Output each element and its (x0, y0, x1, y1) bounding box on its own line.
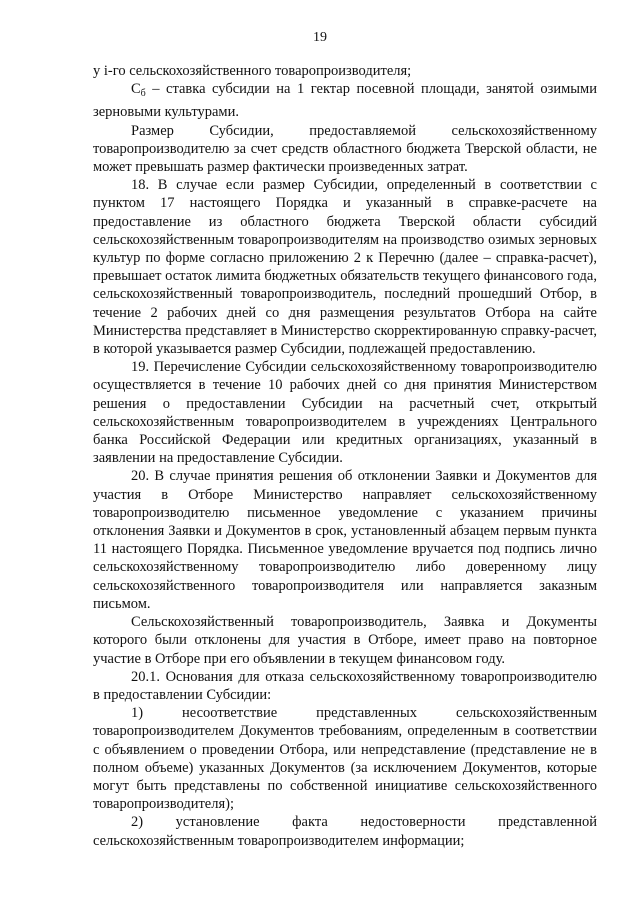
document-body (93, 62, 597, 850)
paragraph-item-18: 18. В случае если размер Субсидии, определенный в соответствии с пунктом 17 настоящего Порядка и указанный в справке-расчете на предоставление из областного бюджета Тверской области субсидий сельскохозяйственным товаропроизводителям на производство озимых зерновых культур по форме согласно приложению 2 к Перечню (далее – справка-расчет), превышает остаток лимита бюджетных обязательств текущего финансового года, сельскохозяйственный товаропроизводитель, последний прошедший Отбор, в течение 2 рабочих дней со дня размещения результатов Отбора на сайте Министерства представляет в Министерство скорректированную справку-расчет, в которой указывается размер Субсидии, подлежащей предоставлению. (93, 177, 597, 358)
paragraph-subitem-1: 1) несоответствие представленных сельскохозяйственным товаропроизводителем Документов требованиям, определенным в соответствии с объявлением о проведении Отбора, или непредставление (представление не в полном объеме) указанных Документов (за исключением Документов, которые могут быть представлены по собственной инициативе сельскохозяйственного товаропроизводителя); (93, 705, 597, 813)
paragraph: у i-го сельскохозяйственного товаропроизводителя; (93, 63, 412, 79)
paragraph-rate-definition (93, 80, 597, 121)
paragraph: Размер Субсидии, предоставляемой сельскохозяйственному товаропроизводителю за счет средств областного бюджета Тверской области, не может превышать размер фактически произведенных затрат. (93, 122, 597, 176)
page-number: 19 (313, 30, 327, 45)
paragraph-item-20: 20. В случае принятия решения об отклонении Заявки и Документов для участия в Отборе Министерство направляет сельскохозяйственному товаропроизводителю письменное уведомление с указанием причины отклонения Заявки и Документов в срок, установленный абзацем первым пункта 11 настоящего Порядка. Письменное уведомление вручается под подпись лично сельскохозяйственному товаропроизводителю либо доверенному лицу сельскохозяйственного товаропроизводителя или направляется заказным письмом. (93, 468, 597, 612)
rate-symbol: С (131, 81, 141, 98)
paragraph: Сельскохозяйственный товаропроизводитель, Заявка и Документы которого были отклонены для участия в Отборе, имеет право на повторное участие в Отборе при его объявлении в текущем финансовом году. (93, 614, 597, 667)
paragraph-item-20-1: 20.1. Основания для отказа сельскохозяйственному товаропроизводителю в предоставлении Субсидии: (93, 668, 597, 703)
paragraph-item-19: 19. Перечисление Субсидии сельскохозяйственному товаропроизводителю осуществляется в течение 10 рабочих дней со дня принятия Министерством решения о предоставлении Субсидии на расчетный счет, открытый сельскохозяйственным товаропроизводителем в учреждениях Центрального банка Российской Федерации или кредитных организациях, указанный в заявлении на предоставление Субсидии. (93, 359, 597, 467)
paragraph-subitem-2: 2) установление факта недостоверности представленной сельскохозяйственным товаропроизводителем информации; (93, 814, 597, 849)
rate-symbol-subscript: б (140, 88, 146, 100)
rate-definition-text: – ставка субсидии на 1 гектар посевной площади, занятой озимыми зерновыми культурами. (93, 81, 597, 121)
